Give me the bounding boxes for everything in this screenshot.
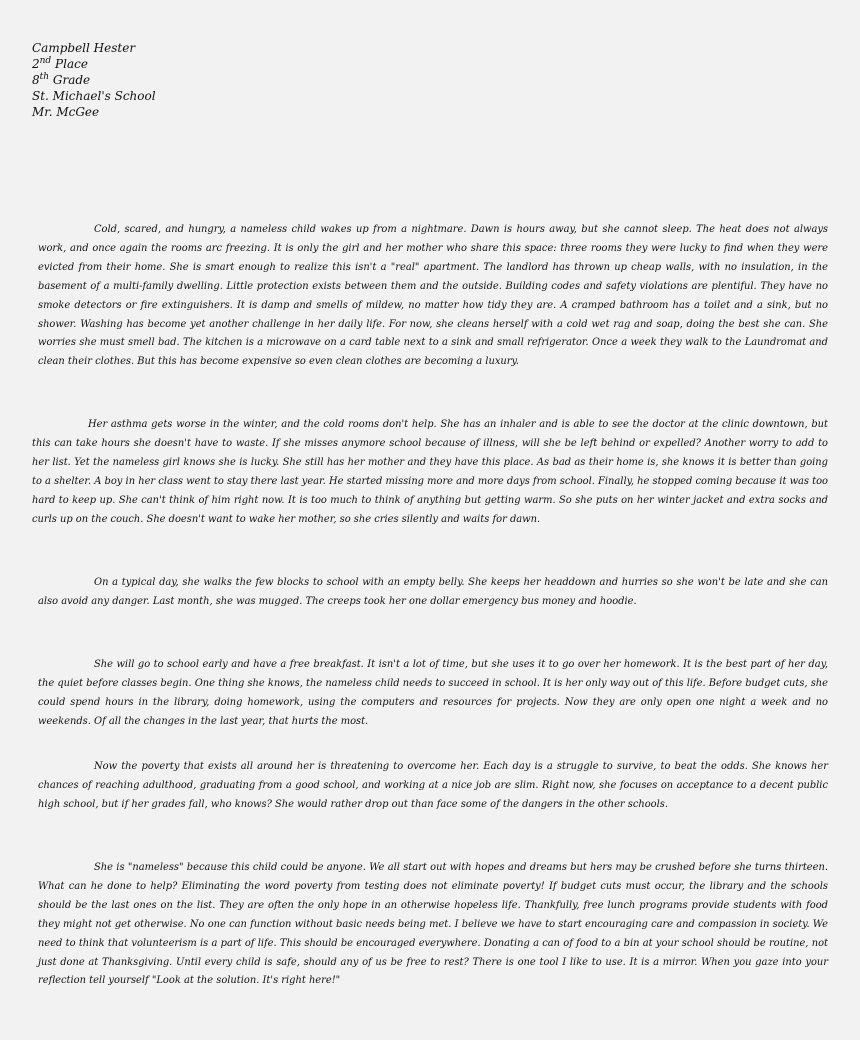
essay-paragraph-6: She is "nameless" because this child could be anyone. We all start out with hopes and dreams but hers may be crushed before she turns thirteen. What can he done to help? Eliminating the word poverty from testing does not eliminate poverty! If budget cuts must occur, the library and the schools should be the last ones on the list. They are often the only hope in an otherwise hopeless life. Thankfully, free lunch programs provide students with food they might not get otherwise. No one can function without basic needs being met. I believe we have to start encouraging care and compassion in society. We need to think that volunteerism is a part of life. This should be encouraged everywhere. Donating a can of food to a bin at your school should be routine, not just done at Thanksgiving. Until every child is safe, should any of us be free to rest? There is one tool I like to use. It is a mirror. When you gaze into your reflection tell yourself "Look at the solution. It's right here!" [38, 862, 828, 987]
essay-paragraph-5: Now the poverty that exists all around her is threatening to overcome her. Each day is a struggle to survive, to beat the odds. She knows her chances of reaching adulthood, graduating from a good school, and working at a nice job are slim. Right now, she focuses on acceptance to a decent public high school, but if her grades fall, who knows? She would rather drop out than face some of the dangers in the other schools. [38, 761, 828, 810]
author-name: Campbell Hester [32, 41, 136, 55]
essay-paragraph-1: Cold, scared, and hungry, a nameless child wakes up from a nightmare. Dawn is hours away, but she cannot sleep. The heat does not always work, and once again the rooms arc freezing. It is only the girl and her mother who share this space: three rooms they were lucky to find when they were evicted from their home. She is smart enough to realize this isn't a "real" apartment. The landlord has thrown up cheap walls, with no insulation, in the basement of a multi-family dwelling. Little protection exists between them and the outside. Building codes and safety violations are plentiful. They have no smoke detectors or fire extinguishers. It is damp and smells of mildew, no matter how tidy they are. A cramped bathroom has a toilet and a sink, but no shower. Washing has become yet another challenge in her daily life. For now, she cleans herself with a cold wet rag and soap, doing the best she can. She worries she must smell bad. The kitchen is a microwave on a card table next to a sink and small refrigerator. Once a week they walk to the Laundromat and clean their clothes. But this has become expensive so even clean clothes are becoming a luxury. [38, 224, 828, 368]
essay-paragraph-3: On a typical day, she walks the few blocks to school with an empty belly. She keeps her headdown and hurries so she won't be late and she can also avoid any danger. Last month, she was mugged. The creeps took her one dollar emergency bus money and hoodie. [38, 577, 828, 607]
teacher-name: Mr. McGee [32, 105, 100, 119]
award-place: 2nd Place [32, 56, 88, 71]
author-header [32, 40, 156, 120]
essay-paragraph-2: Her asthma gets worse in the winter, and the cold rooms don't help. She has an inhaler and is able to see the doctor at the clinic downtown, but this can take hours she doesn't have to waste. If she misses anymore school because of illness, will she be left behind or expelled? Another worry to add to her list. Yet the nameless girl knows she is lucky. She still has her mother and they have this place. As bad as their home is, she knows it is better than going to a shelter. A boy in her class went to stay there last year. He started missing more and more days from school. Finally, he stopped coming because it was too hard to keep up. She can't think of him right now. It is too much to think of anything but getting warm. So she puts on her winter jacket and extra socks and curls up on the couch. She doesn't want to wake her mother, so she cries silently and waits for dawn. [32, 419, 828, 525]
essay-paragraph-4: She will go to school early and have a free breakfast. It isn't a lot of time, but she uses it to go over her homework. It is the best part of her day, the quiet before classes begin. One thing she knows, the nameless child needs to succeed in school. It is her only way out of this life. Before budget cuts, she could spend hours in the library, doing homework, using the computers and resources for projects. Now they are only open one night a week and no weekends. Of all the changes in the last year, that hurts the most. [38, 659, 828, 727]
grade-level: 8th Grade [32, 72, 91, 87]
school-name: St. Michael's School [32, 89, 156, 103]
